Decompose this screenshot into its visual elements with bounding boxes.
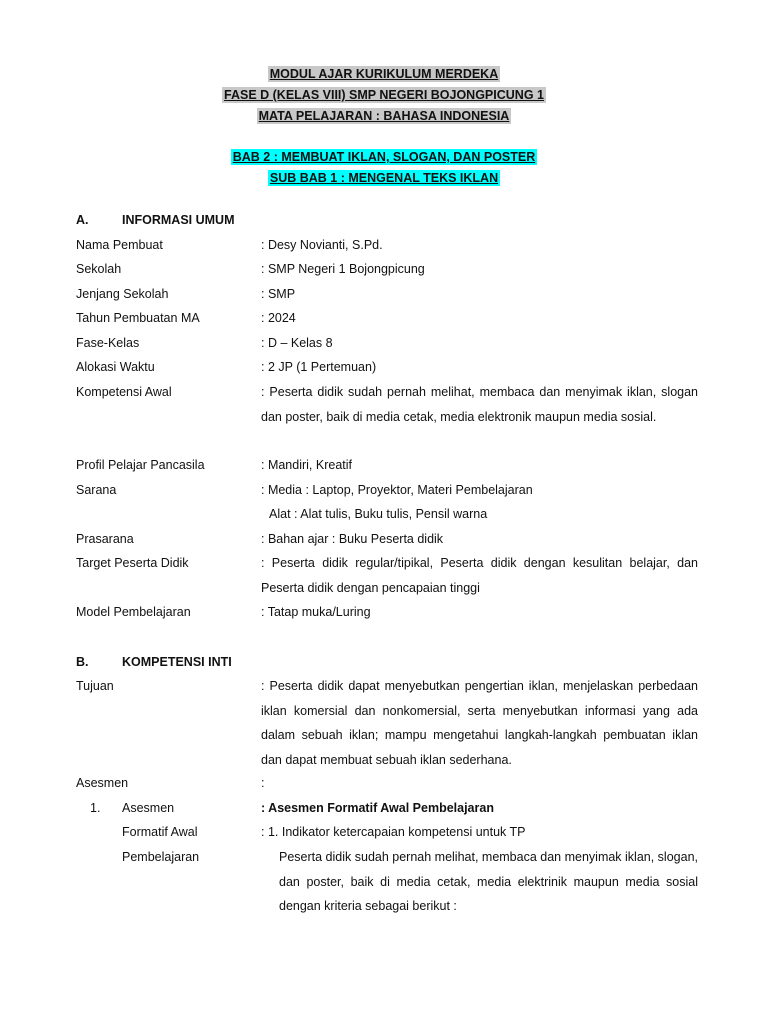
info-value: : Peserta didik regular/tipikal, Peserta didik dengan kesulitan belajar, dan Peserta didik dengan pencapaian tinggi — [261, 556, 698, 595]
info-value: : Mandiri, Kreatif — [261, 458, 353, 472]
info-label: Target Peserta Didik — [76, 556, 189, 570]
info-label: Profil Pelajar Pancasila — [76, 458, 205, 472]
info-label: Model Pembelajaran — [76, 605, 191, 619]
chapter-title: BAB 2 : MEMBUAT IKLAN, SLOGAN, DAN POSTER — [232, 150, 536, 164]
info-value: : 2024 — [261, 311, 296, 325]
info-label: Jenjang Sekolah — [76, 287, 169, 301]
asesmen-item-number: 1. — [90, 801, 101, 815]
info-value: : Tatap muka/Luring — [261, 605, 371, 619]
asesmen-label: Asesmen — [76, 776, 129, 790]
indicator-title: : 1. Indikator ketercapaian kompetensi untuk TP — [261, 825, 526, 839]
info-label: Kompetensi Awal — [76, 385, 172, 399]
info-value: : SMP Negeri 1 Bojongpicung — [261, 262, 425, 276]
info-value: : SMP — [261, 287, 296, 301]
section-b-heading: B. KOMPETENSI INTI — [76, 655, 232, 669]
module-title: MODUL AJAR KURIKULUM MERDEKA — [269, 67, 499, 81]
info-label: Alokasi Waktu — [76, 360, 155, 374]
asesmen-item-label: Asesmen — [122, 801, 175, 815]
asesmen-value: : — [261, 776, 265, 790]
info-value: : Desy Novianti, S.Pd. — [261, 238, 383, 252]
info-value: Alat : Alat tulis, Buku tulis, Pensil warna — [269, 507, 488, 521]
info-value: : Media : Laptop, Proyektor, Materi Pembelajaran — [261, 483, 533, 497]
tujuan-label: Tujuan — [76, 679, 114, 693]
phase-title: FASE D (KELAS VIII) SMP NEGERI BOJONGPICUNG 1 — [224, 88, 544, 102]
info-label: Tahun Pembuatan MA — [76, 311, 200, 325]
info-value: : Bahan ajar : Buku Peserta didik — [261, 532, 444, 546]
info-label: Sekolah — [76, 262, 122, 276]
subject-title: MATA PELAJARAN : BAHASA INDONESIA — [258, 109, 510, 123]
info-label: Fase-Kelas — [76, 336, 140, 350]
asesmen-item-label: Formatif Awal — [122, 825, 198, 839]
info-label: Prasarana — [76, 532, 134, 546]
asesmen-item-label: Pembelajaran — [122, 850, 200, 864]
info-value: : D – Kelas 8 — [261, 336, 333, 350]
asesmen-item-title: : Asesmen Formatif Awal Pembelajaran — [261, 801, 494, 815]
info-label: Nama Pembuat — [76, 238, 163, 252]
indicator-text: Peserta didik sudah pernah melihat, membaca dan menyimak iklan, slogan, dan poster, baik di media cetak, media elektrinik maupun media sosial dengan kriteria sebagai berikut : — [279, 850, 698, 913]
subchapter-title: SUB BAB 1 : MENGENAL TEKS IKLAN — [269, 171, 499, 185]
tujuan-value: : Peserta didik dapat menyebutkan pengertian iklan, menjelaskan perbedaan iklan komersial dan nonkomersial, serta menyebutkan informasi yang ada dalam sebuah iklan; mampu mengetahui langkah-langkah pembuatan iklan dan dapat membuat sebuah iklan sederhana. — [261, 679, 698, 767]
info-value: : Peserta didik sudah pernah melihat, membaca dan menyimak iklan, slogan dan poster, baik di media cetak, media elektronik maupun media sosial. — [261, 385, 698, 424]
info-label: Sarana — [76, 483, 117, 497]
section-a-heading: A. INFORMASI UMUM — [76, 213, 235, 227]
info-value: : 2 JP (1 Pertemuan) — [261, 360, 377, 374]
